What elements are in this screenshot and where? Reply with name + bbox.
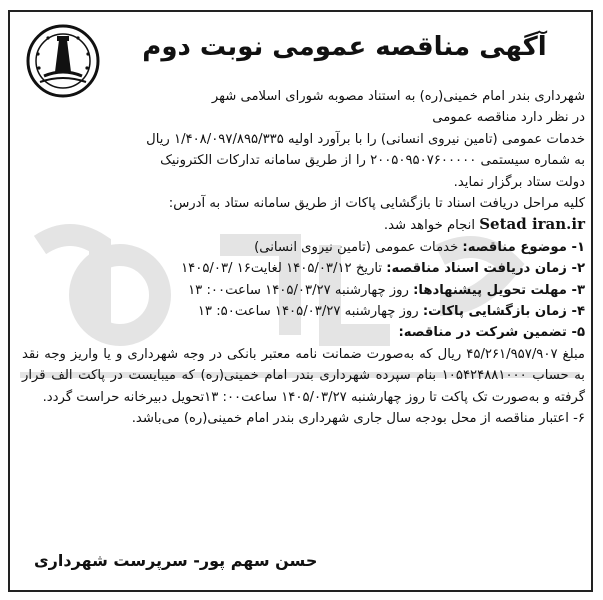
item-opening	[22, 301, 585, 322]
item-guarantee	[22, 322, 585, 343]
item-deadline	[22, 280, 585, 301]
item-opening-label: ۴- زمان بازگشایی پاکات:	[422, 304, 585, 320]
intro-line-3: خدمات عمومی (تامین نیروی انسانی) را با برآورد اولیه ۱/۴۰۸/۰۹۷/۸۹۵/۳۳۵ ریال	[146, 131, 585, 147]
intro-line-5: دولت ستاد برگزار نماید.	[453, 174, 585, 190]
signature: حسن سهم پور- سرپرست شهرداری	[34, 551, 318, 570]
item-deadline-value: روز چهارشنبه ۱۴۰۵/۰۳/۲۷ ساعت۰۰: ۱۳	[188, 282, 409, 298]
item-subject-label: ۱- موضوع مناقصه:	[462, 239, 585, 255]
item-budget: ۶- اعتبار مناقصه از محل بودجه سال جاری شهرداری بندر امام خمینی(ره) می‌باشد.	[131, 411, 585, 427]
item-documents-time	[22, 258, 585, 279]
item-subject	[22, 237, 585, 258]
procedure-site-line	[22, 214, 585, 236]
intro-line-1: شهرداری بندر امام خمینی(ره) به استناد مصوبه شورای اسلامی شهر	[211, 89, 585, 104]
procedure-line: کلیه مراحل دریافت اسناد تا بازگشایی پاکات از طریق سامانه ستاد به آدرس:	[168, 196, 585, 212]
setad-site-link[interactable]: Setad iran.ir	[479, 215, 585, 234]
item-guarantee-label: ۵- تضمین شرکت در مناقصه:	[398, 325, 585, 341]
guarantee-text: مبلغ ۴۵/۲۶۱/۹۵۷/۹۰۷ ریال که به‌صورت ضمانت نامه معتبر بانکی در وجه شهرداری و یا واریز وجه نقد به حساب ۱۰۵۴۲۴۸۸۱۰۰۰ بنام سپرده شهرداری بندر امام خمینی(ره) که میبایست در پاکت الف قرار گرفته و به‌صورت تک پاکت تا روز چهارشنبه ۱۴۰۵/۰۳/۲۷ ساعت۰۰: ۱۳تحویل دبیرخانه حراست گردد.	[22, 346, 585, 405]
item-documents-time-value: تاریخ ۱۴۰۵/۰۳/۱۲ لغایت۱۶ /۱۴۰۵/۰۳	[181, 261, 383, 277]
notice-body	[22, 86, 585, 430]
notice-title: آگهی مناقصه عمومی نوبت دوم	[142, 32, 547, 62]
intro-line-4: به شماره سیستمی ۲۰۰۵۰۹۵۰۷۶۰۰۰۰۰ را از طریق سامانه تدارکات الکترونیک	[160, 153, 585, 169]
item-documents-time-label: ۲- زمان دریافت اسناد مناقصه:	[386, 261, 585, 277]
procedure-suffix: انجام خواهد شد.	[383, 218, 475, 234]
item-subject-value: خدمات عمومی (تامین نیروی انسانی)	[254, 239, 459, 255]
intro-line-2: در نظر دارد مناقصه عمومی	[432, 110, 585, 126]
item-deadline-label: ۳- مهلت تحویل پیشنهادها:	[413, 282, 585, 298]
item-opening-value: روز چهارشنبه ۱۴۰۵/۰۳/۲۷ ساعت۵۰: ۱۳	[197, 304, 419, 320]
